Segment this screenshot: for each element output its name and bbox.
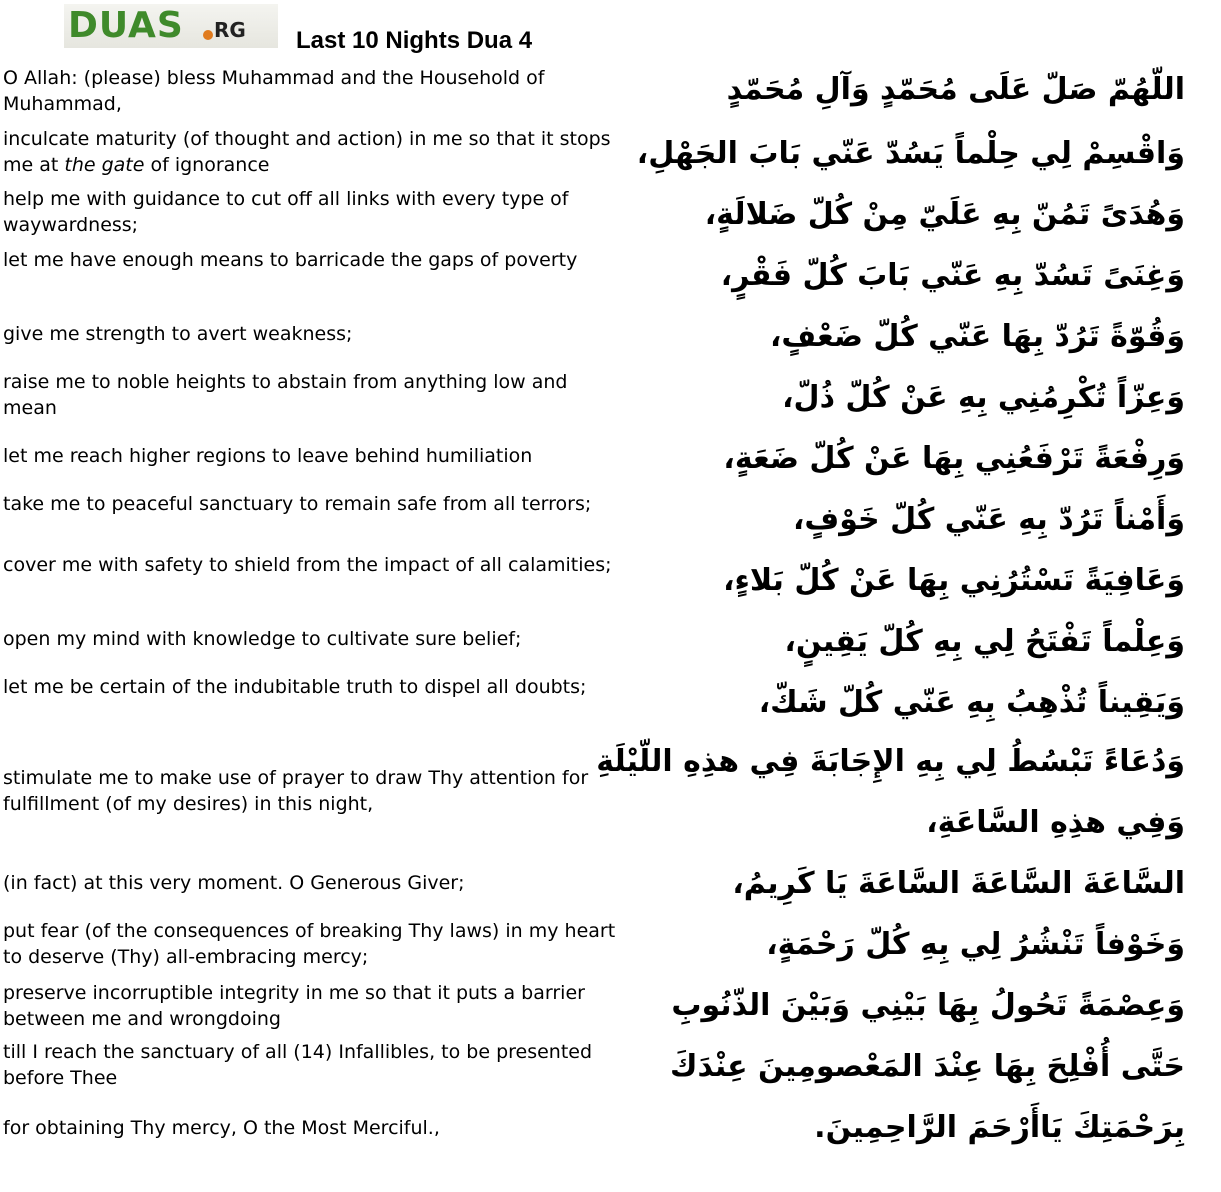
english-translation: cover me with safety to shield from the impact of all calamities; (3, 554, 612, 576)
arabic-text: وَأَمْناً تَرُدّ بِهِ عَنّي كُلّ خَوْفٍ، (792, 502, 1185, 537)
english-translation: help me with guidance to cut off all links with every type of waywardness; (3, 188, 569, 236)
english-translation: (in fact) at this very moment. O Generous Giver; (3, 872, 465, 894)
english-translation: preserve incorruptible integrity in me so that it puts a barrier between me and wrongdoing (3, 982, 585, 1030)
arabic-text: وَهُدَىً تَمُنّ بِهِ عَلَيّ مِنْ كُلّ ضَلالَةٍ، (704, 197, 1185, 232)
english-translation: for obtaining Thy mercy, O the Most Merciful., (3, 1117, 440, 1139)
arabic-text: وَخَوْفاً تَنْشُرُ لِي بِهِ كُلّ رَحْمَةٍ، (766, 927, 1185, 962)
english-translation: take me to peaceful sanctuary to remain safe from all terrors; (3, 493, 592, 515)
english-translation (3, 126, 618, 178)
page-title: Last 10 Nights Dua 4 (296, 27, 533, 54)
arabic-text: وَعِلْماً تَفْتَحُ لِي بِهِ كُلّ يَقِينٍ، (784, 624, 1185, 659)
arabic-text: وَيَقِيناً تُذْهِبُ بِهِ عَنّي كُلّ شَكّ، (758, 685, 1185, 720)
arabic-text: وَقُوّةً تَرُدّ بِهَا عَنّي كُلّ ضَعْفٍ، (769, 319, 1185, 354)
english-translation: open my mind with knowledge to cultivate sure belief; (3, 628, 522, 650)
arabic-text: حَتَّى أُفْلِحَ بِهَا عِنْدَ المَعْصومِينَ عِنْدَكَ (670, 1049, 1185, 1084)
logo-suffix: RG (214, 18, 246, 42)
english-translation: let me have enough means to barricade the gaps of poverty (3, 249, 578, 271)
english-emphasis: the gate (64, 154, 145, 176)
logo-orange-dot (203, 30, 213, 40)
english-translation: raise me to noble heights to abstain from anything low and mean (3, 371, 568, 419)
english-translation: stimulate me to make use of prayer to draw Thy attention for fulfillment (of my desires) in this night, (3, 767, 589, 815)
arabic-text-line-2: وَفِي هذِهِ السَّاعَةِ، (926, 805, 1185, 840)
english-translation: let me be certain of the indubitable truth to dispel all doubts; (3, 676, 587, 698)
english-text: of ignorance (144, 154, 270, 176)
english-text: inculcate maturity (of thought and action) in me so that it stops me at (3, 128, 611, 176)
arabic-text: السَّاعَةَ السَّاعَةَ السَّاعَةَ يَا كَرِيمُ، (732, 866, 1185, 901)
english-translation: let me reach higher regions to leave behind humiliation (3, 445, 533, 467)
arabic-text: وَعِزّاً تُكْرِمُنِي بِهِ عَنْ كُلّ ذُلّ، (782, 380, 1185, 415)
arabic-text-line-1: وَدُعَاءً تَبْسُطُ لِي بِهِ الإِجَابَةَ فِي هذِهِ اللّيْلَةِ (596, 744, 1185, 779)
arabic-text: وَغِنَىً تَسُدّ بِهِ عَنّي بَابَ كُلّ فَقْرٍ، (720, 258, 1185, 293)
english-translation: give me strength to avert weakness; (3, 323, 353, 345)
arabic-text: بِرَحْمَتِكَ يَاأَرْحَمَ الرَّاحِمِينَ. (814, 1110, 1185, 1145)
arabic-text: اللّهُمّ صَلّ عَلَى مُحَمّدٍ وَآلِ مُحَمّدٍ (726, 72, 1185, 107)
english-translation: O Allah: (please) bless Muhammad and the Household of Muhammad, (3, 67, 545, 115)
arabic-text: وَرِفْعَةً تَرْفَعُنِي بِهَا عَنْ كُلّ ضَعَةٍ، (723, 441, 1185, 476)
arabic-text: وَعِصْمَةً تَحُولُ بِهَا بَيْنِي وَبَيْنَ الذّنُوبِ (671, 988, 1185, 1023)
logo-wordmark: DUAS (68, 5, 184, 46)
arabic-text: وَعَافِيَةً تَسْتُرُنِي بِهَا عَنْ كُلّ بَلاءٍ، (723, 563, 1185, 598)
english-translation: till I reach the sanctuary of all (14) Infallibles, to be presented before Thee (3, 1041, 593, 1089)
arabic-text: وَاقْسِمْ لِي حِلْماً يَسُدّ عَنّي بَابَ الجَهْلِ، (636, 136, 1185, 171)
duas-org-logo (64, 4, 278, 48)
english-translation: put fear (of the consequences of breaking Thy laws) in my heart to deserve (Thy) all-embracing mercy; (3, 920, 616, 968)
